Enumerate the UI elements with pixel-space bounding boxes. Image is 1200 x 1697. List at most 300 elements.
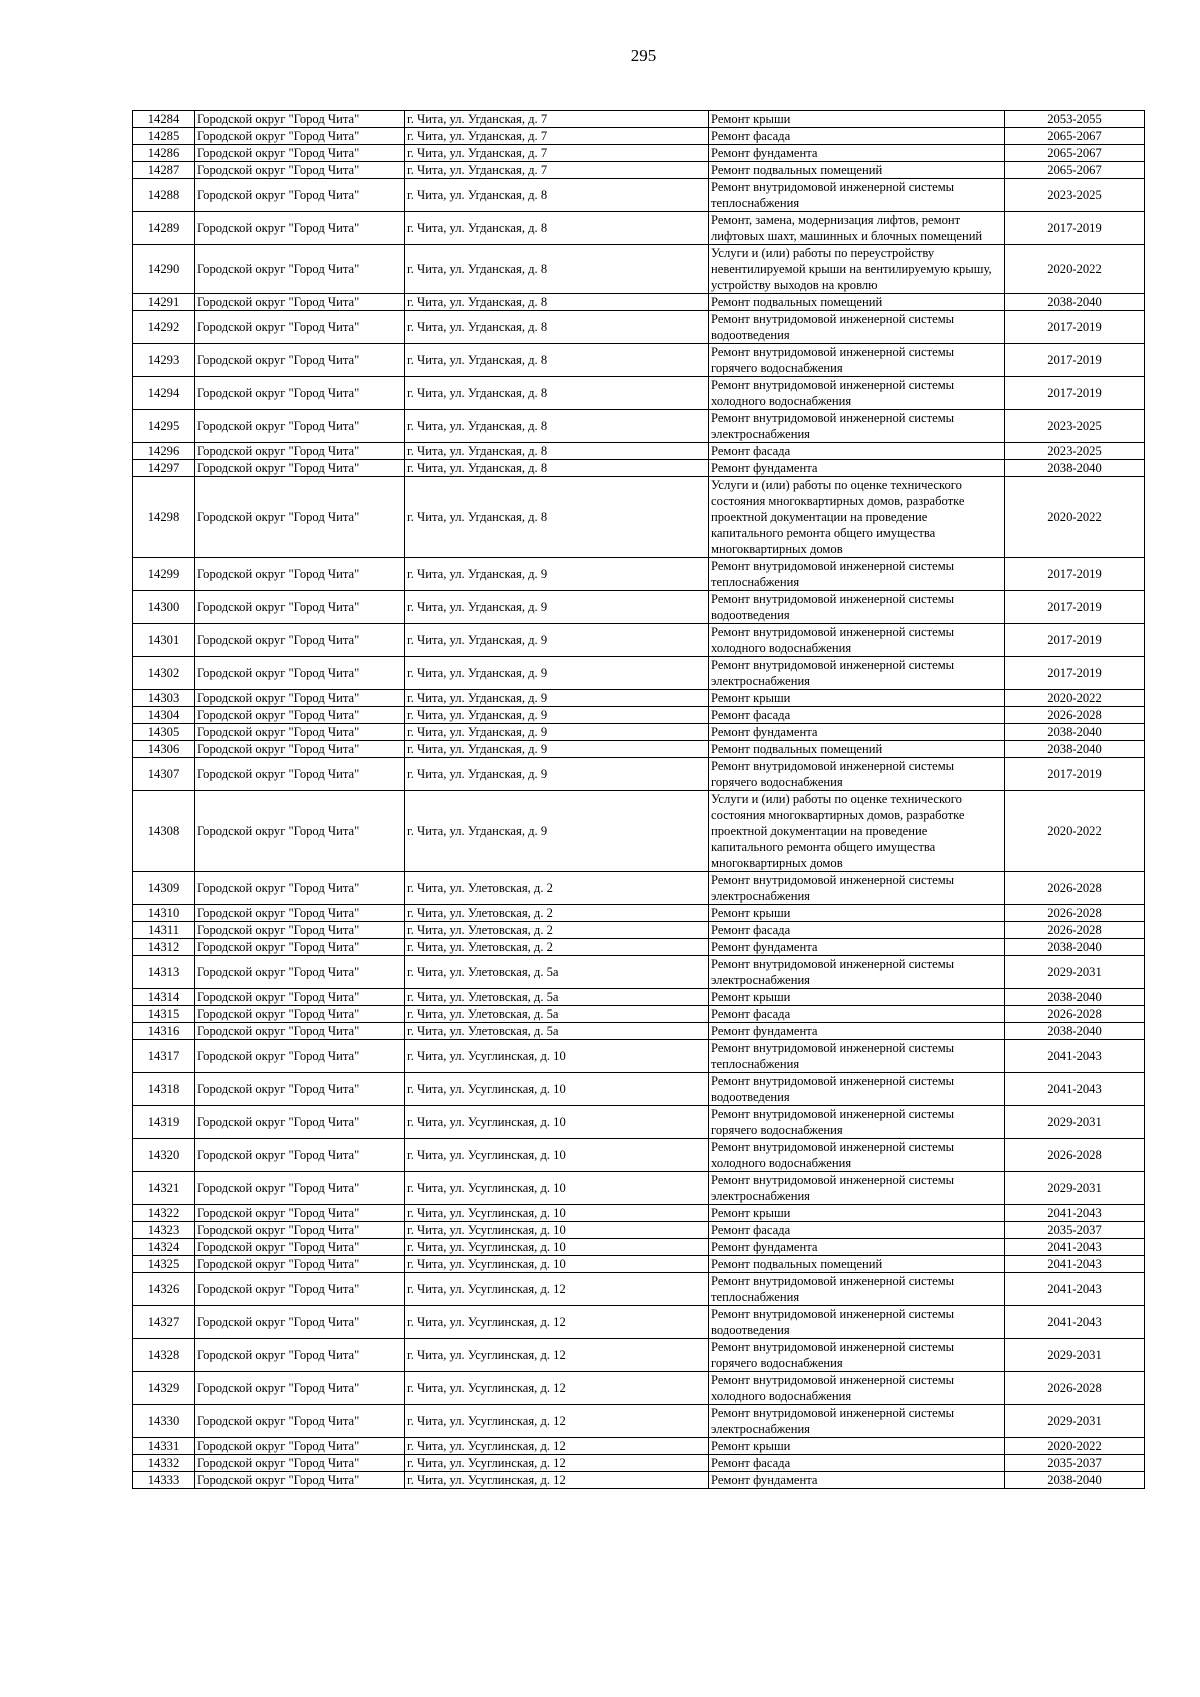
address-cell: г. Чита, ул. Усуглинская, д. 12	[405, 1372, 709, 1405]
address-cell: г. Чита, ул. Угданская, д. 9	[405, 724, 709, 741]
table-row	[133, 460, 1145, 477]
work-type-cell: Ремонт подвальных помещений	[709, 162, 1005, 179]
table-row	[133, 377, 1145, 410]
row-number: 14285	[133, 128, 195, 145]
work-type-cell: Ремонт крыши	[709, 989, 1005, 1006]
municipality-cell: Городской округ "Город Чита"	[195, 791, 405, 872]
address-cell: г. Чита, ул. Угданская, д. 7	[405, 145, 709, 162]
table-row	[133, 1455, 1145, 1472]
work-type-cell: Ремонт внутридомовой инженерной системы теплоснабжения	[709, 558, 1005, 591]
municipality-cell: Городской округ "Город Чита"	[195, 212, 405, 245]
work-type-cell: Ремонт фундамента	[709, 460, 1005, 477]
address-cell: г. Чита, ул. Угданская, д. 8	[405, 179, 709, 212]
period-cell: 2038-2040	[1005, 460, 1145, 477]
address-cell: г. Чита, ул. Угданская, д. 7	[405, 162, 709, 179]
address-cell: г. Чита, ул. Угданская, д. 9	[405, 591, 709, 624]
address-cell: г. Чита, ул. Усуглинская, д. 10	[405, 1172, 709, 1205]
address-cell: г. Чита, ул. Угданская, д. 9	[405, 758, 709, 791]
municipality-cell: Городской округ "Город Чита"	[195, 1438, 405, 1455]
municipality-cell: Городской округ "Город Чита"	[195, 939, 405, 956]
address-cell: г. Чита, ул. Усуглинская, д. 10	[405, 1239, 709, 1256]
municipality-cell: Городской округ "Город Чита"	[195, 1205, 405, 1222]
table-row	[133, 179, 1145, 212]
row-number: 14296	[133, 443, 195, 460]
work-type-cell: Ремонт внутридомовой инженерной системы электроснабжения	[709, 657, 1005, 690]
row-number: 14312	[133, 939, 195, 956]
row-number: 14318	[133, 1073, 195, 1106]
row-number: 14333	[133, 1472, 195, 1489]
period-cell: 2017-2019	[1005, 377, 1145, 410]
municipality-cell: Городской округ "Город Чита"	[195, 690, 405, 707]
table-row	[133, 624, 1145, 657]
work-type-cell: Ремонт фундамента	[709, 145, 1005, 162]
address-cell: г. Чита, ул. Улетовская, д. 5а	[405, 1006, 709, 1023]
work-type-cell: Ремонт внутридомовой инженерной системы горячего водоснабжения	[709, 1339, 1005, 1372]
municipality-cell: Городской округ "Город Чита"	[195, 1023, 405, 1040]
period-cell: 2017-2019	[1005, 624, 1145, 657]
municipality-cell: Городской округ "Город Чита"	[195, 558, 405, 591]
work-type-cell: Ремонт фундамента	[709, 724, 1005, 741]
period-cell: 2017-2019	[1005, 212, 1145, 245]
municipality-cell: Городской округ "Город Чита"	[195, 111, 405, 128]
table-row	[133, 1472, 1145, 1489]
period-cell: 2041-2043	[1005, 1306, 1145, 1339]
address-cell: г. Чита, ул. Улетовская, д. 2	[405, 872, 709, 905]
work-type-cell: Ремонт крыши	[709, 905, 1005, 922]
address-cell: г. Чита, ул. Улетовская, д. 5а	[405, 1023, 709, 1040]
municipality-cell: Городской округ "Город Чита"	[195, 344, 405, 377]
work-type-cell: Услуги и (или) работы по переустройству невентилируемой крыши на вентилируемую крышу, устройству выходов на кровлю	[709, 245, 1005, 294]
address-cell: г. Чита, ул. Угданская, д. 9	[405, 741, 709, 758]
address-cell: г. Чита, ул. Усуглинская, д. 12	[405, 1455, 709, 1472]
address-cell: г. Чита, ул. Угданская, д. 8	[405, 245, 709, 294]
municipality-cell: Городской округ "Город Чита"	[195, 377, 405, 410]
municipality-cell: Городской округ "Город Чита"	[195, 724, 405, 741]
work-type-cell: Ремонт крыши	[709, 1205, 1005, 1222]
address-cell: г. Чита, ул. Усуглинская, д. 12	[405, 1273, 709, 1306]
municipality-cell: Городской округ "Город Чита"	[195, 1339, 405, 1372]
municipality-cell: Городской округ "Город Чита"	[195, 1172, 405, 1205]
municipality-cell: Городской округ "Город Чита"	[195, 128, 405, 145]
table-row	[133, 1372, 1145, 1405]
work-type-cell: Ремонт фасада	[709, 707, 1005, 724]
table-row	[133, 1106, 1145, 1139]
work-type-cell: Ремонт внутридомовой инженерной системы электроснабжения	[709, 1405, 1005, 1438]
work-type-cell: Ремонт фундамента	[709, 1239, 1005, 1256]
period-cell: 2023-2025	[1005, 410, 1145, 443]
table-row	[133, 1006, 1145, 1023]
work-type-cell: Ремонт фасада	[709, 1222, 1005, 1239]
municipality-cell: Городской округ "Город Чита"	[195, 758, 405, 791]
row-number: 14302	[133, 657, 195, 690]
table-row	[133, 1339, 1145, 1372]
table-row	[133, 1306, 1145, 1339]
work-type-cell: Ремонт крыши	[709, 1438, 1005, 1455]
table-row	[133, 410, 1145, 443]
table-row	[133, 989, 1145, 1006]
table-row	[133, 690, 1145, 707]
period-cell: 2020-2022	[1005, 791, 1145, 872]
period-cell: 2026-2028	[1005, 1372, 1145, 1405]
period-cell: 2017-2019	[1005, 657, 1145, 690]
period-cell: 2020-2022	[1005, 245, 1145, 294]
table-row	[133, 724, 1145, 741]
row-number: 14294	[133, 377, 195, 410]
row-number: 14319	[133, 1106, 195, 1139]
table-row	[133, 1222, 1145, 1239]
work-type-cell: Ремонт подвальных помещений	[709, 294, 1005, 311]
period-cell: 2038-2040	[1005, 1023, 1145, 1040]
table-row	[133, 872, 1145, 905]
table-row	[133, 111, 1145, 128]
municipality-cell: Городской округ "Город Чита"	[195, 1006, 405, 1023]
row-number: 14314	[133, 989, 195, 1006]
period-cell: 2038-2040	[1005, 741, 1145, 758]
address-cell: г. Чита, ул. Угданская, д. 9	[405, 558, 709, 591]
period-cell: 2017-2019	[1005, 344, 1145, 377]
period-cell: 2026-2028	[1005, 1139, 1145, 1172]
table-row	[133, 1256, 1145, 1273]
address-cell: г. Чита, ул. Угданская, д. 7	[405, 111, 709, 128]
address-cell: г. Чита, ул. Улетовская, д. 5а	[405, 956, 709, 989]
work-type-cell: Ремонт внутридомовой инженерной системы теплоснабжения	[709, 1273, 1005, 1306]
municipality-cell: Городской округ "Город Чита"	[195, 1472, 405, 1489]
period-cell: 2038-2040	[1005, 939, 1145, 956]
period-cell: 2041-2043	[1005, 1073, 1145, 1106]
address-cell: г. Чита, ул. Усуглинская, д. 12	[405, 1472, 709, 1489]
work-type-cell: Ремонт внутридомовой инженерной системы электроснабжения	[709, 872, 1005, 905]
table-row	[133, 1205, 1145, 1222]
row-number: 14301	[133, 624, 195, 657]
table-row	[133, 657, 1145, 690]
address-cell: г. Чита, ул. Угданская, д. 8	[405, 212, 709, 245]
period-cell: 2017-2019	[1005, 758, 1145, 791]
address-cell: г. Чита, ул. Угданская, д. 8	[405, 311, 709, 344]
period-cell: 2029-2031	[1005, 1172, 1145, 1205]
row-number: 14299	[133, 558, 195, 591]
row-number: 14284	[133, 111, 195, 128]
address-cell: г. Чита, ул. Угданская, д. 8	[405, 443, 709, 460]
period-cell: 2029-2031	[1005, 1405, 1145, 1438]
address-cell: г. Чита, ул. Угданская, д. 8	[405, 377, 709, 410]
period-cell: 2041-2043	[1005, 1239, 1145, 1256]
period-cell: 2038-2040	[1005, 294, 1145, 311]
table-row	[133, 344, 1145, 377]
period-cell: 2065-2067	[1005, 145, 1145, 162]
row-number: 14298	[133, 477, 195, 558]
period-cell: 2029-2031	[1005, 1339, 1145, 1372]
row-number: 14309	[133, 872, 195, 905]
row-number: 14300	[133, 591, 195, 624]
address-cell: г. Чита, ул. Угданская, д. 9	[405, 657, 709, 690]
municipality-cell: Городской округ "Город Чита"	[195, 145, 405, 162]
municipality-cell: Городской округ "Город Чита"	[195, 1040, 405, 1073]
address-cell: г. Чита, ул. Усуглинская, д. 10	[405, 1256, 709, 1273]
period-cell: 2020-2022	[1005, 477, 1145, 558]
period-cell: 2041-2043	[1005, 1256, 1145, 1273]
work-type-cell: Ремонт подвальных помещений	[709, 1256, 1005, 1273]
work-type-cell: Ремонт внутридомовой инженерной системы водоотведения	[709, 1306, 1005, 1339]
row-number: 14293	[133, 344, 195, 377]
table-row	[133, 245, 1145, 294]
work-type-cell: Ремонт внутридомовой инженерной системы холодного водоснабжения	[709, 624, 1005, 657]
municipality-cell: Городской округ "Город Чита"	[195, 1372, 405, 1405]
table-row	[133, 922, 1145, 939]
table-row	[133, 1139, 1145, 1172]
row-number: 14291	[133, 294, 195, 311]
row-number: 14287	[133, 162, 195, 179]
table-row	[133, 707, 1145, 724]
row-number: 14315	[133, 1006, 195, 1023]
municipality-cell: Городской округ "Город Чита"	[195, 1073, 405, 1106]
municipality-cell: Городской округ "Город Чита"	[195, 707, 405, 724]
period-cell: 2035-2037	[1005, 1222, 1145, 1239]
municipality-cell: Городской округ "Город Чита"	[195, 956, 405, 989]
period-cell: 2017-2019	[1005, 591, 1145, 624]
address-cell: г. Чита, ул. Усуглинская, д. 10	[405, 1040, 709, 1073]
work-type-cell: Ремонт внутридомовой инженерной системы электроснабжения	[709, 956, 1005, 989]
row-number: 14289	[133, 212, 195, 245]
work-type-cell: Услуги и (или) работы по оценке технического состояния многоквартирных домов, разработке проектной документации на проведение капитального ремонта общего имущества многоквартирных домов	[709, 791, 1005, 872]
period-cell: 2041-2043	[1005, 1205, 1145, 1222]
work-type-cell: Ремонт внутридомовой инженерной системы горячего водоснабжения	[709, 344, 1005, 377]
row-number: 14313	[133, 956, 195, 989]
table-row	[133, 741, 1145, 758]
work-type-cell: Ремонт, замена, модернизация лифтов, ремонт лифтовых шахт, машинных и блочных помещений	[709, 212, 1005, 245]
table-row	[133, 162, 1145, 179]
municipality-cell: Городской округ "Город Чита"	[195, 741, 405, 758]
period-cell: 2026-2028	[1005, 905, 1145, 922]
repair-schedule-table	[132, 110, 1145, 1489]
row-number: 14320	[133, 1139, 195, 1172]
table-row	[133, 1040, 1145, 1073]
period-cell: 2026-2028	[1005, 922, 1145, 939]
period-cell: 2029-2031	[1005, 1106, 1145, 1139]
work-type-cell: Ремонт внутридомовой инженерной системы холодного водоснабжения	[709, 1372, 1005, 1405]
municipality-cell: Городской округ "Город Чита"	[195, 245, 405, 294]
municipality-cell: Городской округ "Город Чита"	[195, 624, 405, 657]
table-row	[133, 294, 1145, 311]
address-cell: г. Чита, ул. Угданская, д. 8	[405, 460, 709, 477]
table-row	[133, 1073, 1145, 1106]
period-cell: 2017-2019	[1005, 558, 1145, 591]
municipality-cell: Городской округ "Город Чита"	[195, 1405, 405, 1438]
row-number: 14324	[133, 1239, 195, 1256]
row-number: 14303	[133, 690, 195, 707]
row-number: 14330	[133, 1405, 195, 1438]
period-cell: 2023-2025	[1005, 443, 1145, 460]
period-cell: 2026-2028	[1005, 707, 1145, 724]
address-cell: г. Чита, ул. Усуглинская, д. 12	[405, 1306, 709, 1339]
municipality-cell: Городской округ "Город Чита"	[195, 1306, 405, 1339]
municipality-cell: Городской округ "Город Чита"	[195, 294, 405, 311]
municipality-cell: Городской округ "Город Чита"	[195, 989, 405, 1006]
period-cell: 2038-2040	[1005, 724, 1145, 741]
municipality-cell: Городской округ "Город Чита"	[195, 872, 405, 905]
table-row	[133, 1438, 1145, 1455]
period-cell: 2020-2022	[1005, 1438, 1145, 1455]
work-type-cell: Услуги и (или) работы по оценке технического состояния многоквартирных домов, разработке проектной документации на проведение капитального ремонта общего имущества многоквартирных домов	[709, 477, 1005, 558]
address-cell: г. Чита, ул. Угданская, д. 8	[405, 477, 709, 558]
work-type-cell: Ремонт фасада	[709, 1006, 1005, 1023]
municipality-cell: Городской округ "Город Чита"	[195, 179, 405, 212]
row-number: 14321	[133, 1172, 195, 1205]
row-number: 14323	[133, 1222, 195, 1239]
row-number: 14297	[133, 460, 195, 477]
address-cell: г. Чита, ул. Угданская, д. 9	[405, 624, 709, 657]
municipality-cell: Городской округ "Город Чита"	[195, 922, 405, 939]
municipality-cell: Городской округ "Город Чита"	[195, 1222, 405, 1239]
row-number: 14311	[133, 922, 195, 939]
period-cell: 2038-2040	[1005, 989, 1145, 1006]
table-row	[133, 128, 1145, 145]
address-cell: г. Чита, ул. Угданская, д. 9	[405, 690, 709, 707]
address-cell: г. Чита, ул. Угданская, д. 8	[405, 344, 709, 377]
period-cell: 2017-2019	[1005, 311, 1145, 344]
row-number: 14326	[133, 1273, 195, 1306]
row-number: 14288	[133, 179, 195, 212]
address-cell: г. Чита, ул. Усуглинская, д. 10	[405, 1106, 709, 1139]
row-number: 14327	[133, 1306, 195, 1339]
work-type-cell: Ремонт внутридомовой инженерной системы водоотведения	[709, 1073, 1005, 1106]
row-number: 14322	[133, 1205, 195, 1222]
work-type-cell: Ремонт внутридомовой инженерной системы теплоснабжения	[709, 179, 1005, 212]
work-type-cell: Ремонт подвальных помещений	[709, 741, 1005, 758]
municipality-cell: Городской округ "Город Чита"	[195, 591, 405, 624]
work-type-cell: Ремонт крыши	[709, 111, 1005, 128]
table-row	[133, 477, 1145, 558]
address-cell: г. Чита, ул. Улетовская, д. 2	[405, 939, 709, 956]
municipality-cell: Городской округ "Город Чита"	[195, 443, 405, 460]
work-type-cell: Ремонт фундамента	[709, 1472, 1005, 1489]
work-type-cell: Ремонт фасада	[709, 443, 1005, 460]
address-cell: г. Чита, ул. Усуглинская, д. 10	[405, 1073, 709, 1106]
municipality-cell: Городской округ "Город Чита"	[195, 1139, 405, 1172]
period-cell: 2053-2055	[1005, 111, 1145, 128]
work-type-cell: Ремонт внутридомовой инженерной системы водоотведения	[709, 591, 1005, 624]
table-row	[133, 758, 1145, 791]
municipality-cell: Городской округ "Город Чита"	[195, 311, 405, 344]
page-number: 295	[630, 46, 657, 65]
table-row	[133, 791, 1145, 872]
period-cell: 2065-2067	[1005, 128, 1145, 145]
work-type-cell: Ремонт внутридомовой инженерной системы горячего водоснабжения	[709, 1106, 1005, 1139]
table-row	[133, 1172, 1145, 1205]
row-number: 14304	[133, 707, 195, 724]
row-number: 14308	[133, 791, 195, 872]
period-cell: 2026-2028	[1005, 872, 1145, 905]
work-type-cell: Ремонт внутридомовой инженерной системы горячего водоснабжения	[709, 758, 1005, 791]
address-cell: г. Чита, ул. Усуглинская, д. 12	[405, 1438, 709, 1455]
row-number: 14305	[133, 724, 195, 741]
address-cell: г. Чита, ул. Усуглинская, д. 10	[405, 1222, 709, 1239]
address-cell: г. Чита, ул. Усуглинская, д. 10	[405, 1139, 709, 1172]
row-number: 14295	[133, 410, 195, 443]
period-cell: 2035-2037	[1005, 1455, 1145, 1472]
row-number: 14307	[133, 758, 195, 791]
table-row	[133, 905, 1145, 922]
row-number: 14317	[133, 1040, 195, 1073]
row-number: 14329	[133, 1372, 195, 1405]
work-type-cell: Ремонт внутридомовой инженерной системы водоотведения	[709, 311, 1005, 344]
row-number: 14286	[133, 145, 195, 162]
period-cell: 2020-2022	[1005, 690, 1145, 707]
period-cell: 2065-2067	[1005, 162, 1145, 179]
municipality-cell: Городской округ "Город Чита"	[195, 460, 405, 477]
municipality-cell: Городской округ "Город Чита"	[195, 1106, 405, 1139]
table-row	[133, 558, 1145, 591]
address-cell: г. Чита, ул. Улетовская, д. 5а	[405, 989, 709, 1006]
municipality-cell: Городской округ "Город Чита"	[195, 410, 405, 443]
work-type-cell: Ремонт внутридомовой инженерной системы электроснабжения	[709, 410, 1005, 443]
row-number: 14328	[133, 1339, 195, 1372]
work-type-cell: Ремонт крыши	[709, 690, 1005, 707]
table-row	[133, 1273, 1145, 1306]
work-type-cell: Ремонт фасада	[709, 128, 1005, 145]
row-number: 14325	[133, 1256, 195, 1273]
work-type-cell: Ремонт фасада	[709, 1455, 1005, 1472]
table-row	[133, 939, 1145, 956]
address-cell: г. Чита, ул. Усуглинская, д. 12	[405, 1405, 709, 1438]
period-cell: 2038-2040	[1005, 1472, 1145, 1489]
table-row	[133, 145, 1145, 162]
municipality-cell: Городской округ "Город Чита"	[195, 1256, 405, 1273]
period-cell: 2041-2043	[1005, 1273, 1145, 1306]
municipality-cell: Городской округ "Город Чита"	[195, 657, 405, 690]
row-number: 14332	[133, 1455, 195, 1472]
period-cell: 2041-2043	[1005, 1040, 1145, 1073]
work-type-cell: Ремонт фундамента	[709, 1023, 1005, 1040]
municipality-cell: Городской округ "Город Чита"	[195, 1455, 405, 1472]
municipality-cell: Городской округ "Город Чита"	[195, 1239, 405, 1256]
municipality-cell: Городской округ "Город Чита"	[195, 477, 405, 558]
work-type-cell: Ремонт внутридомовой инженерной системы теплоснабжения	[709, 1040, 1005, 1073]
period-cell: 2029-2031	[1005, 956, 1145, 989]
municipality-cell: Городской округ "Город Чита"	[195, 905, 405, 922]
address-cell: г. Чита, ул. Угданская, д. 8	[405, 294, 709, 311]
table-row	[133, 212, 1145, 245]
table-row	[133, 311, 1145, 344]
work-type-cell: Ремонт внутридомовой инженерной системы холодного водоснабжения	[709, 377, 1005, 410]
work-type-cell: Ремонт фундамента	[709, 939, 1005, 956]
address-cell: г. Чита, ул. Угданская, д. 9	[405, 707, 709, 724]
row-number: 14290	[133, 245, 195, 294]
table-row	[133, 1023, 1145, 1040]
repair-schedule-body	[133, 111, 1145, 1489]
row-number: 14306	[133, 741, 195, 758]
work-type-cell: Ремонт внутридомовой инженерной системы электроснабжения	[709, 1172, 1005, 1205]
address-cell: г. Чита, ул. Усуглинская, д. 10	[405, 1205, 709, 1222]
table-row	[133, 443, 1145, 460]
row-number: 14331	[133, 1438, 195, 1455]
table-row	[133, 1239, 1145, 1256]
address-cell: г. Чита, ул. Угданская, д. 9	[405, 791, 709, 872]
address-cell: г. Чита, ул. Усуглинская, д. 12	[405, 1339, 709, 1372]
municipality-cell: Городской округ "Город Чита"	[195, 1273, 405, 1306]
table-row	[133, 591, 1145, 624]
row-number: 14310	[133, 905, 195, 922]
row-number: 14292	[133, 311, 195, 344]
work-type-cell: Ремонт внутридомовой инженерной системы холодного водоснабжения	[709, 1139, 1005, 1172]
address-cell: г. Чита, ул. Улетовская, д. 2	[405, 905, 709, 922]
address-cell: г. Чита, ул. Улетовская, д. 2	[405, 922, 709, 939]
municipality-cell: Городской округ "Город Чита"	[195, 162, 405, 179]
row-number: 14316	[133, 1023, 195, 1040]
table-row	[133, 1405, 1145, 1438]
period-cell: 2026-2028	[1005, 1006, 1145, 1023]
work-type-cell: Ремонт фасада	[709, 922, 1005, 939]
address-cell: г. Чита, ул. Угданская, д. 7	[405, 128, 709, 145]
